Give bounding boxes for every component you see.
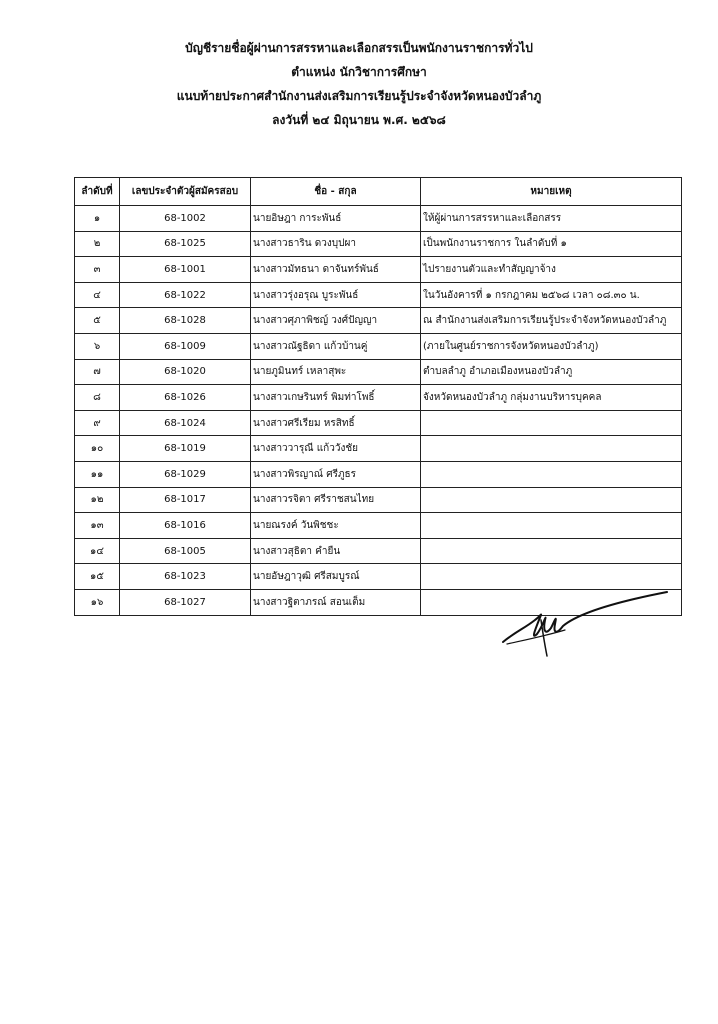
name-cell: นางสาวมัทธนา ดาจันทร์พันธ์ <box>251 257 421 283</box>
remark-cell <box>421 461 682 487</box>
table-row <box>75 487 682 513</box>
table-row <box>75 385 682 411</box>
header-applicant-id: เลขประจำตัวผู้สมัครสอบ <box>120 178 251 206</box>
remark-cell: ให้ผู้ผ่านการสรรหาและเลือกสรร <box>421 206 682 232</box>
order-cell: ๓ <box>75 257 120 283</box>
table-row <box>75 308 682 334</box>
table-body <box>75 206 682 616</box>
name-cell: นางสาวพิรญาณ์ ศรีภูธร <box>251 461 421 487</box>
applicant-id-cell: 68-1009 <box>120 333 251 359</box>
table-row <box>75 513 682 539</box>
table-row <box>75 257 682 283</box>
header-title: บัญชีรายชื่อผู้ผ่านการสรรหาและเลือกสรรเป็นพนักงานราชการทั่วไป <box>185 41 533 55</box>
header-remark: หมายเหตุ <box>421 178 682 206</box>
order-cell: ๑๖ <box>75 589 120 615</box>
order-cell: ๕ <box>75 308 120 334</box>
name-cell: นางสาวรจิตา ศรีราชสนไทย <box>251 487 421 513</box>
order-cell: ๑๓ <box>75 513 120 539</box>
applicant-id-cell: 68-1025 <box>120 231 251 257</box>
name-cell: นางสาวเกษรินทร์ พิมท่าโพธิ์ <box>251 385 421 411</box>
table-row <box>75 282 682 308</box>
table-row <box>75 206 682 232</box>
remark-cell <box>421 410 682 436</box>
name-cell: นายอัษฎาวุฒิ ศรีสมบูรณ์ <box>251 564 421 590</box>
name-cell: นางสาวศุภาพิชญ์ วงศ์ปัญญา <box>251 308 421 334</box>
remark-cell <box>421 513 682 539</box>
applicant-id-cell: 68-1019 <box>120 436 251 462</box>
remark-cell: เป็นพนักงานราชการ ในลำดับที่ ๑ <box>421 231 682 257</box>
table-row <box>75 333 682 359</box>
remark-cell <box>421 564 682 590</box>
name-cell: นายณรงค์ วันพิชชะ <box>251 513 421 539</box>
name-cell: นายภูมินทร์ เหลาสุพะ <box>251 359 421 385</box>
name-cell: นายอิษฎา การะพันธ์ <box>251 206 421 232</box>
remark-cell <box>421 538 682 564</box>
remark-cell <box>421 487 682 513</box>
order-cell: ๑๒ <box>75 487 120 513</box>
applicant-id-cell: 68-1029 <box>120 461 251 487</box>
name-cell: นางสาวศรีเรียม หรสิทธิ์ <box>251 410 421 436</box>
candidate-table <box>74 177 682 616</box>
applicant-id-cell: 68-1005 <box>120 538 251 564</box>
remark-cell: ไปรายงานตัวและทำสัญญาจ้าง <box>421 257 682 283</box>
applicant-id-cell: 68-1023 <box>120 564 251 590</box>
order-cell: ๒ <box>75 231 120 257</box>
remark-cell: (ภายในศูนย์ราชการจังหวัดหนองบัวลำภู) <box>421 333 682 359</box>
order-cell: ๘ <box>75 385 120 411</box>
table-row <box>75 564 682 590</box>
table-row <box>75 410 682 436</box>
order-cell: ๑๔ <box>75 538 120 564</box>
order-cell: ๔ <box>75 282 120 308</box>
remark-cell: จังหวัดหนองบัวลำภู กลุ่มงานบริหารบุคคล <box>421 385 682 411</box>
table-row <box>75 231 682 257</box>
order-cell: ๑๑ <box>75 461 120 487</box>
applicant-id-cell: 68-1022 <box>120 282 251 308</box>
header-date: ลงวันที่ ๒๔ มิถุนายน พ.ศ. ๒๕๖๘ <box>272 113 446 127</box>
table-row <box>75 461 682 487</box>
remark-cell <box>421 436 682 462</box>
order-cell: ๙ <box>75 410 120 436</box>
table-row <box>75 538 682 564</box>
header-attachment: แนบท้ายประกาศสำนักงานส่งเสริมการเรียนรู้ประจำจังหวัดหนองบัวลำภู <box>176 89 542 103</box>
name-cell: นางสาววารุณี แก้ววังชัย <box>251 436 421 462</box>
applicant-id-cell: 68-1026 <box>120 385 251 411</box>
applicant-id-cell: 68-1002 <box>120 206 251 232</box>
header-position: ตำแหน่ง นักวิชาการศึกษา <box>291 65 427 79</box>
name-cell: นางสาวรุ่งอรุณ บูระพันธ์ <box>251 282 421 308</box>
table-row <box>75 359 682 385</box>
applicant-id-cell: 68-1027 <box>120 589 251 615</box>
applicant-id-cell: 68-1028 <box>120 308 251 334</box>
signature <box>495 590 675 660</box>
applicant-id-cell: 68-1017 <box>120 487 251 513</box>
order-cell: ๖ <box>75 333 120 359</box>
applicant-id-cell: 68-1024 <box>120 410 251 436</box>
remark-cell: ณ สำนักงานส่งเสริมการเรียนรู้ประจำจังหวัดหนองบัวลำภู <box>421 308 682 334</box>
remark-cell: ในวันอังคารที่ ๑ กรกฎาคม ๒๕๖๘ เวลา ๐๘.๓๐ น. <box>421 282 682 308</box>
header-order: ลำดับที่ <box>75 178 120 206</box>
order-cell: ๑๕ <box>75 564 120 590</box>
document-header <box>0 36 718 132</box>
name-cell: นางสาวธาริน ดวงบุปผา <box>251 231 421 257</box>
applicant-id-cell: 68-1016 <box>120 513 251 539</box>
order-cell: ๑๐ <box>75 436 120 462</box>
name-cell: นางสาวณัฐธิดา แก้วบ้านคู่ <box>251 333 421 359</box>
order-cell: ๗ <box>75 359 120 385</box>
remark-cell: ตำบลลำภู อำเภอเมืองหนองบัวลำภู <box>421 359 682 385</box>
applicant-id-cell: 68-1001 <box>120 257 251 283</box>
table-row <box>75 436 682 462</box>
order-cell: ๑ <box>75 206 120 232</box>
table-header-row <box>75 178 682 206</box>
applicant-id-cell: 68-1020 <box>120 359 251 385</box>
name-cell: นางสาวฐิตาภรณ์ สอนเต็ม <box>251 589 421 615</box>
name-cell: นางสาวสุธิตา คำยืน <box>251 538 421 564</box>
header-name: ชื่อ - สกุล <box>251 178 421 206</box>
